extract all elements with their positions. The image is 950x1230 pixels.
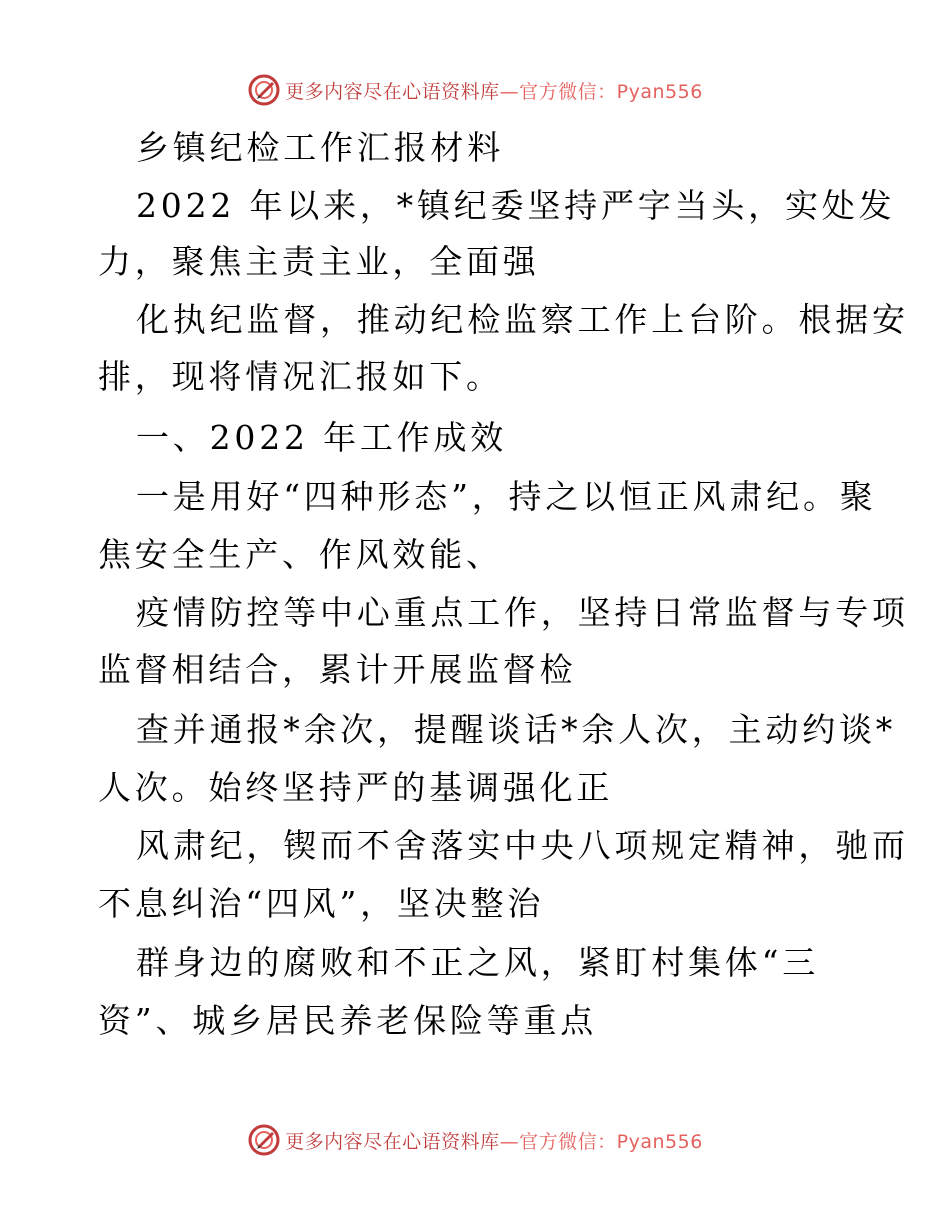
paragraph-line: 排，现将情况汇报如下。 bbox=[98, 357, 503, 396]
paragraph-line: 2022 年以来，*镇纪委坚持严字当头，实处发 bbox=[136, 186, 896, 225]
paragraph-line: 风肃纪，锲而不舍落实中央八项规定精神，驰而 bbox=[136, 826, 909, 865]
brand-logo-icon bbox=[247, 1123, 281, 1157]
paragraph-line: 化执纪监督，推动纪检监察工作上台阶。根据安 bbox=[136, 300, 909, 339]
paragraph-line: 一是用好“四种形态”，持之以恒正风肃纪。聚 bbox=[136, 477, 877, 516]
paragraph-line: 焦安全生产、作风效能、 bbox=[98, 535, 503, 574]
paragraph-line: 群身边的腐败和不正之风，紧盯村集体“三 bbox=[136, 943, 820, 982]
paragraph-line: 监督相结合，累计开展监督检 bbox=[98, 650, 577, 689]
paragraph-line: 力，聚焦主责主业，全面强 bbox=[98, 242, 540, 281]
header-watermark bbox=[0, 70, 950, 110]
footer-watermark bbox=[0, 1120, 950, 1160]
paragraph-line: 人次。始终坚持严的基调强化正 bbox=[98, 768, 614, 807]
watermark-text: 更多内容尽在心语资料库—官方微信：Pyan556 bbox=[285, 80, 703, 103]
document-title: 乡镇纪检工作汇报材料 bbox=[136, 128, 504, 167]
paragraph-line: 查并通报*余次，提醒谈话*余人次，主动约谈* bbox=[136, 710, 897, 749]
section-heading: 一、2022 年工作成效 bbox=[136, 418, 508, 457]
paragraph-line: 不息纠治“四风”，坚决整治 bbox=[98, 884, 545, 923]
paragraph-line: 疫情防控等中心重点工作，坚持日常监督与专项 bbox=[136, 593, 909, 632]
paragraph-line: 资”、城乡居民养老保险等重点 bbox=[98, 1001, 598, 1040]
brand-logo-icon bbox=[247, 73, 281, 107]
watermark-text: 更多内容尽在心语资料库—官方微信：Pyan556 bbox=[285, 1130, 703, 1153]
